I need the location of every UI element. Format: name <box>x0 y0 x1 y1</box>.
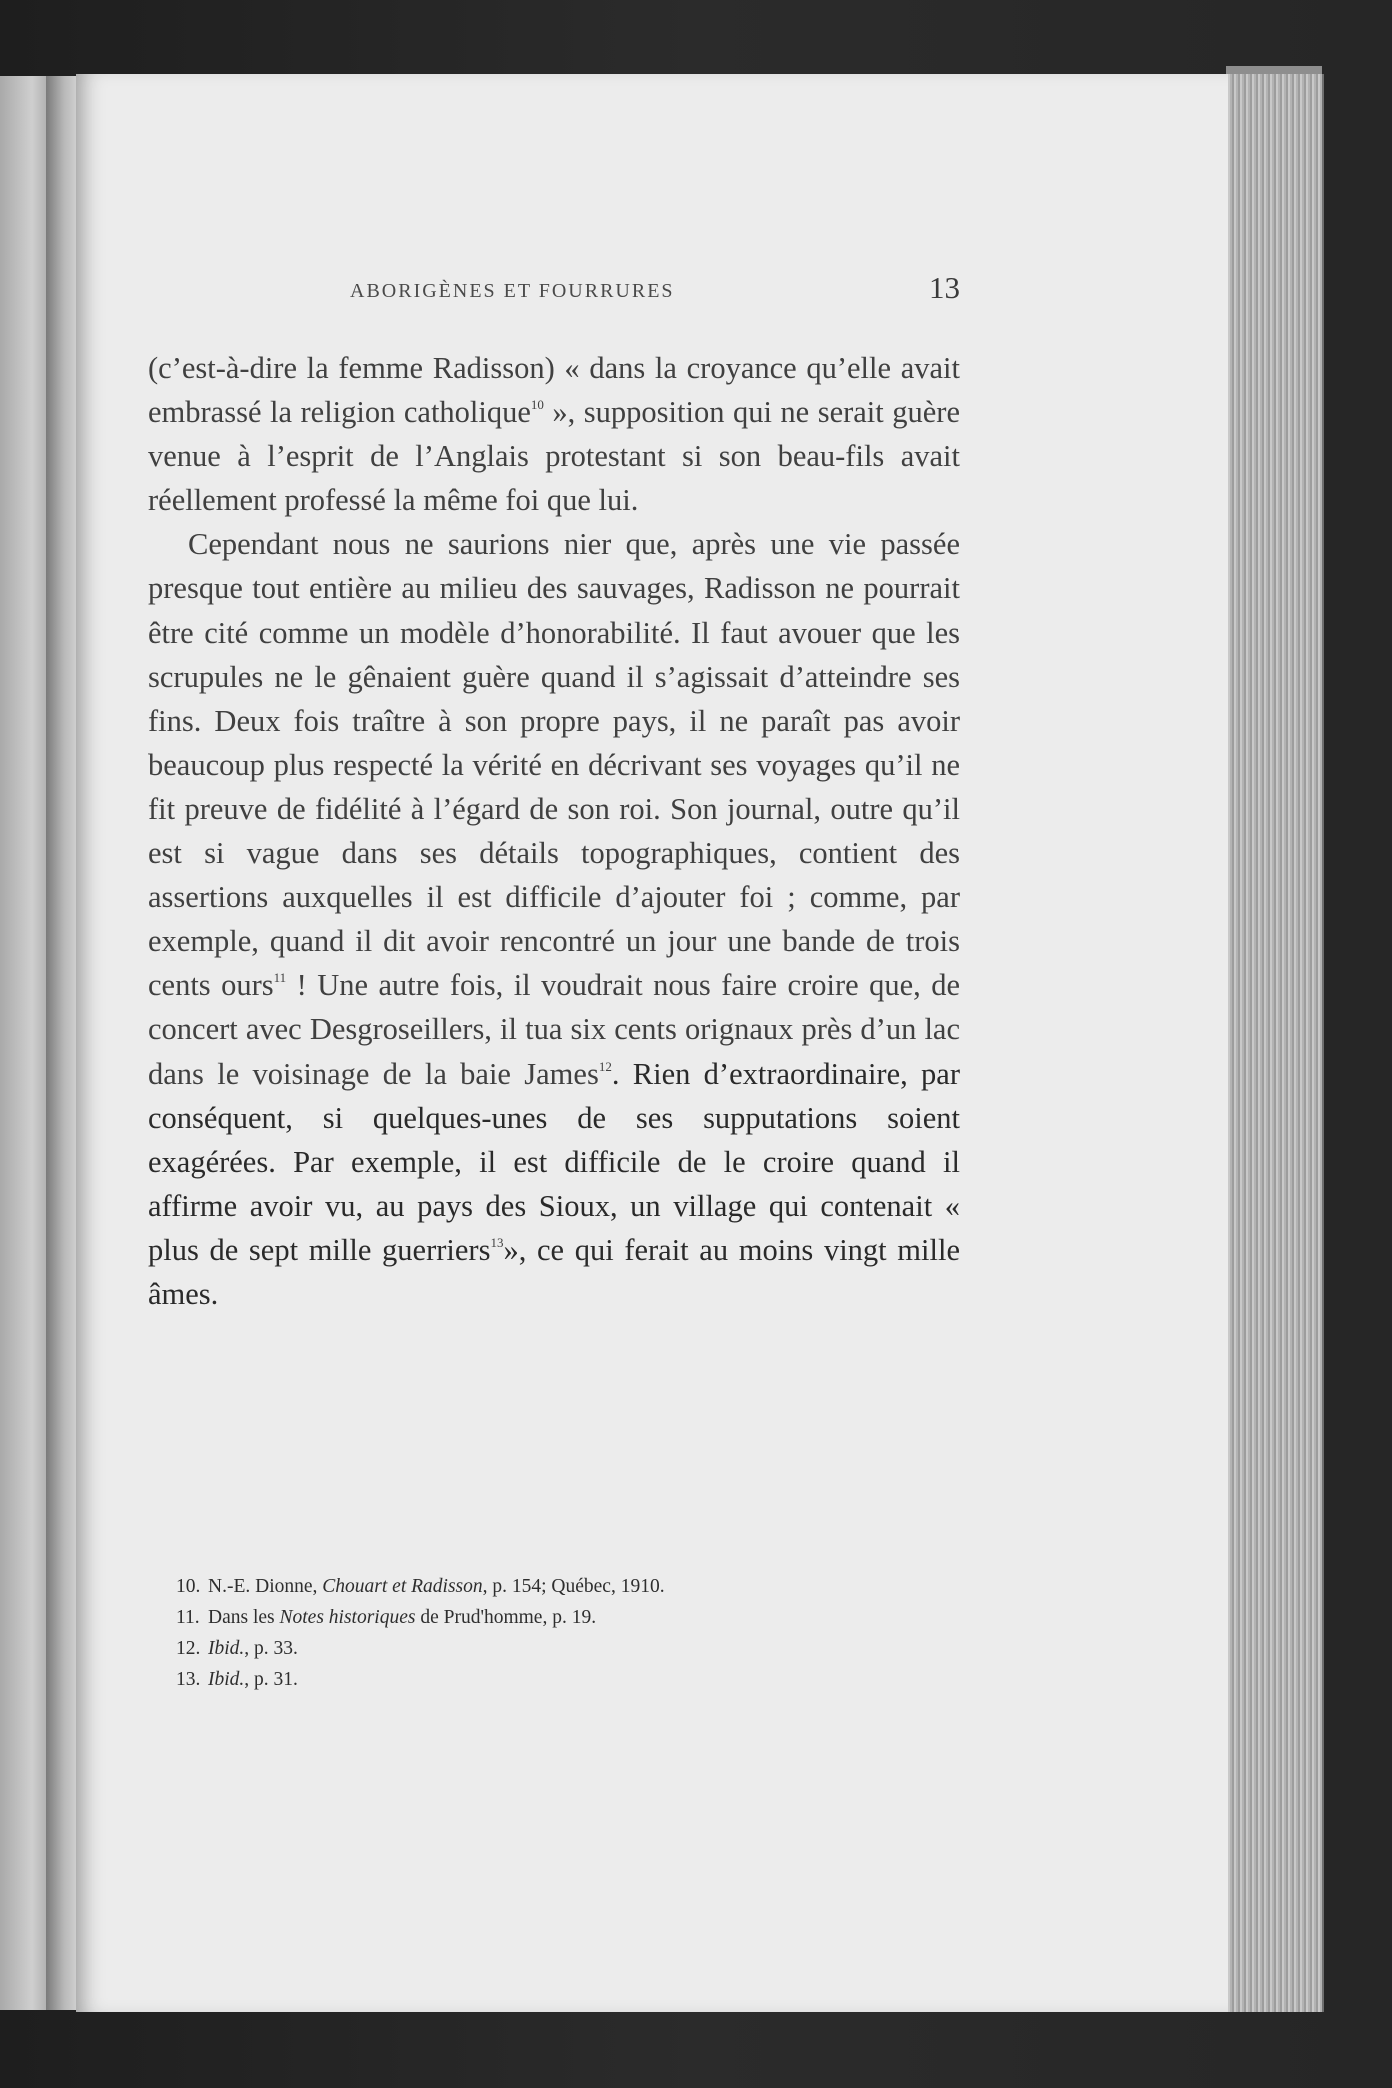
footnote-text: N.-E. Dionne, <box>208 1576 323 1597</box>
footnote-text: , p. 154; Québec, 1910. <box>482 1576 665 1597</box>
footnote-text: , p. 31. <box>244 1669 298 1690</box>
paragraph-2-text-b: ! Une autre fois, il voudrait nous faire croire que, de concert avec Desgroseillers, il tua six cents orignaux près d’un lac dans le voisinage de la baie James <box>148 968 960 1091</box>
footnote-number: 13. <box>176 1669 201 1690</box>
footnote-text: Dans les <box>208 1607 280 1628</box>
body-text <box>148 346 960 1316</box>
footnote-title: Notes historiques <box>279 1607 416 1628</box>
footnote-number: 10. <box>176 1576 201 1597</box>
paragraph-2-text-d: », ce qui ferait au moins vingt mille âmes. <box>148 1232 960 1311</box>
footnote-11 <box>176 1602 960 1633</box>
paragraph-1-text-b: », supposition qui ne serait guère venue à l’esprit de l’Anglais protestant si son beau-fils avait réellement professé la même foi que lui. <box>148 395 960 518</box>
paragraph-1 <box>148 346 960 522</box>
page-header <box>148 270 960 310</box>
footnote-ref-11: 11 <box>273 970 287 986</box>
footnote-title: Ibid. <box>208 1638 245 1659</box>
footnote-ref-12: 12 <box>598 1058 612 1074</box>
footnote-number: 11. <box>176 1607 200 1628</box>
footnote-title: Chouart et Radisson <box>322 1576 483 1597</box>
footnote-text: de Prud'homme, p. 19. <box>415 1607 597 1628</box>
footnote-ref-10: 10 <box>530 397 544 413</box>
paragraph-2-text-c: . Rien d’extraordinaire, par conséquent, si quelques-unes de ses supputations soient exagérées. Par exemple, il est difficile de le croire quand il affirme avoir vu, au pays des Sioux, un village qui contenait « plus de sept mille guerriers <box>148 1056 960 1267</box>
footnote-title: Ibid. <box>208 1669 245 1690</box>
footnote-10 <box>176 1571 960 1602</box>
footnote-text: , p. 33. <box>244 1638 298 1659</box>
paragraph-2-text-a: Cependant nous ne saurions nier que, après une vie passée presque tout entière au milieu des sauvages, Radisson ne pourrait être cité comme un modèle d’honorabilité. Il faut avouer que les scrupules ne le gênaient guère quand il s’agissait d’atteindre ses fins. Deux fois traître à son propre pays, il ne paraît pas avoir beaucoup plus respecté la vérité en décrivant ses voyages qu’il ne fit preuve de fidélité à l’égard de son roi. Son journal, outre qu’il est si vague dans ses détails topographiques, contient des assertions auxquelles il est difficile d’ajouter foi ; comme, par exemple, quand il dit avoir rencontré un jour une bande de trois cents ours <box>148 527 960 1003</box>
paragraph-1-text-a: (c’est-à-dire la femme Radisson) « dans la croyance qu’elle avait embrassé la religion catholique <box>148 351 960 430</box>
running-head: ABORIGÈNES ET FOURRURES <box>350 280 675 302</box>
footnote-13 <box>176 1664 960 1695</box>
paragraph-2 <box>148 522 960 1316</box>
footnote-12 <box>176 1633 960 1664</box>
page-stack-edge <box>1226 74 1324 2012</box>
page-number: 13 <box>929 270 960 305</box>
footnotes <box>176 1571 960 1695</box>
footnote-number: 12. <box>176 1638 201 1659</box>
footnote-ref-13: 13 <box>490 1234 504 1250</box>
